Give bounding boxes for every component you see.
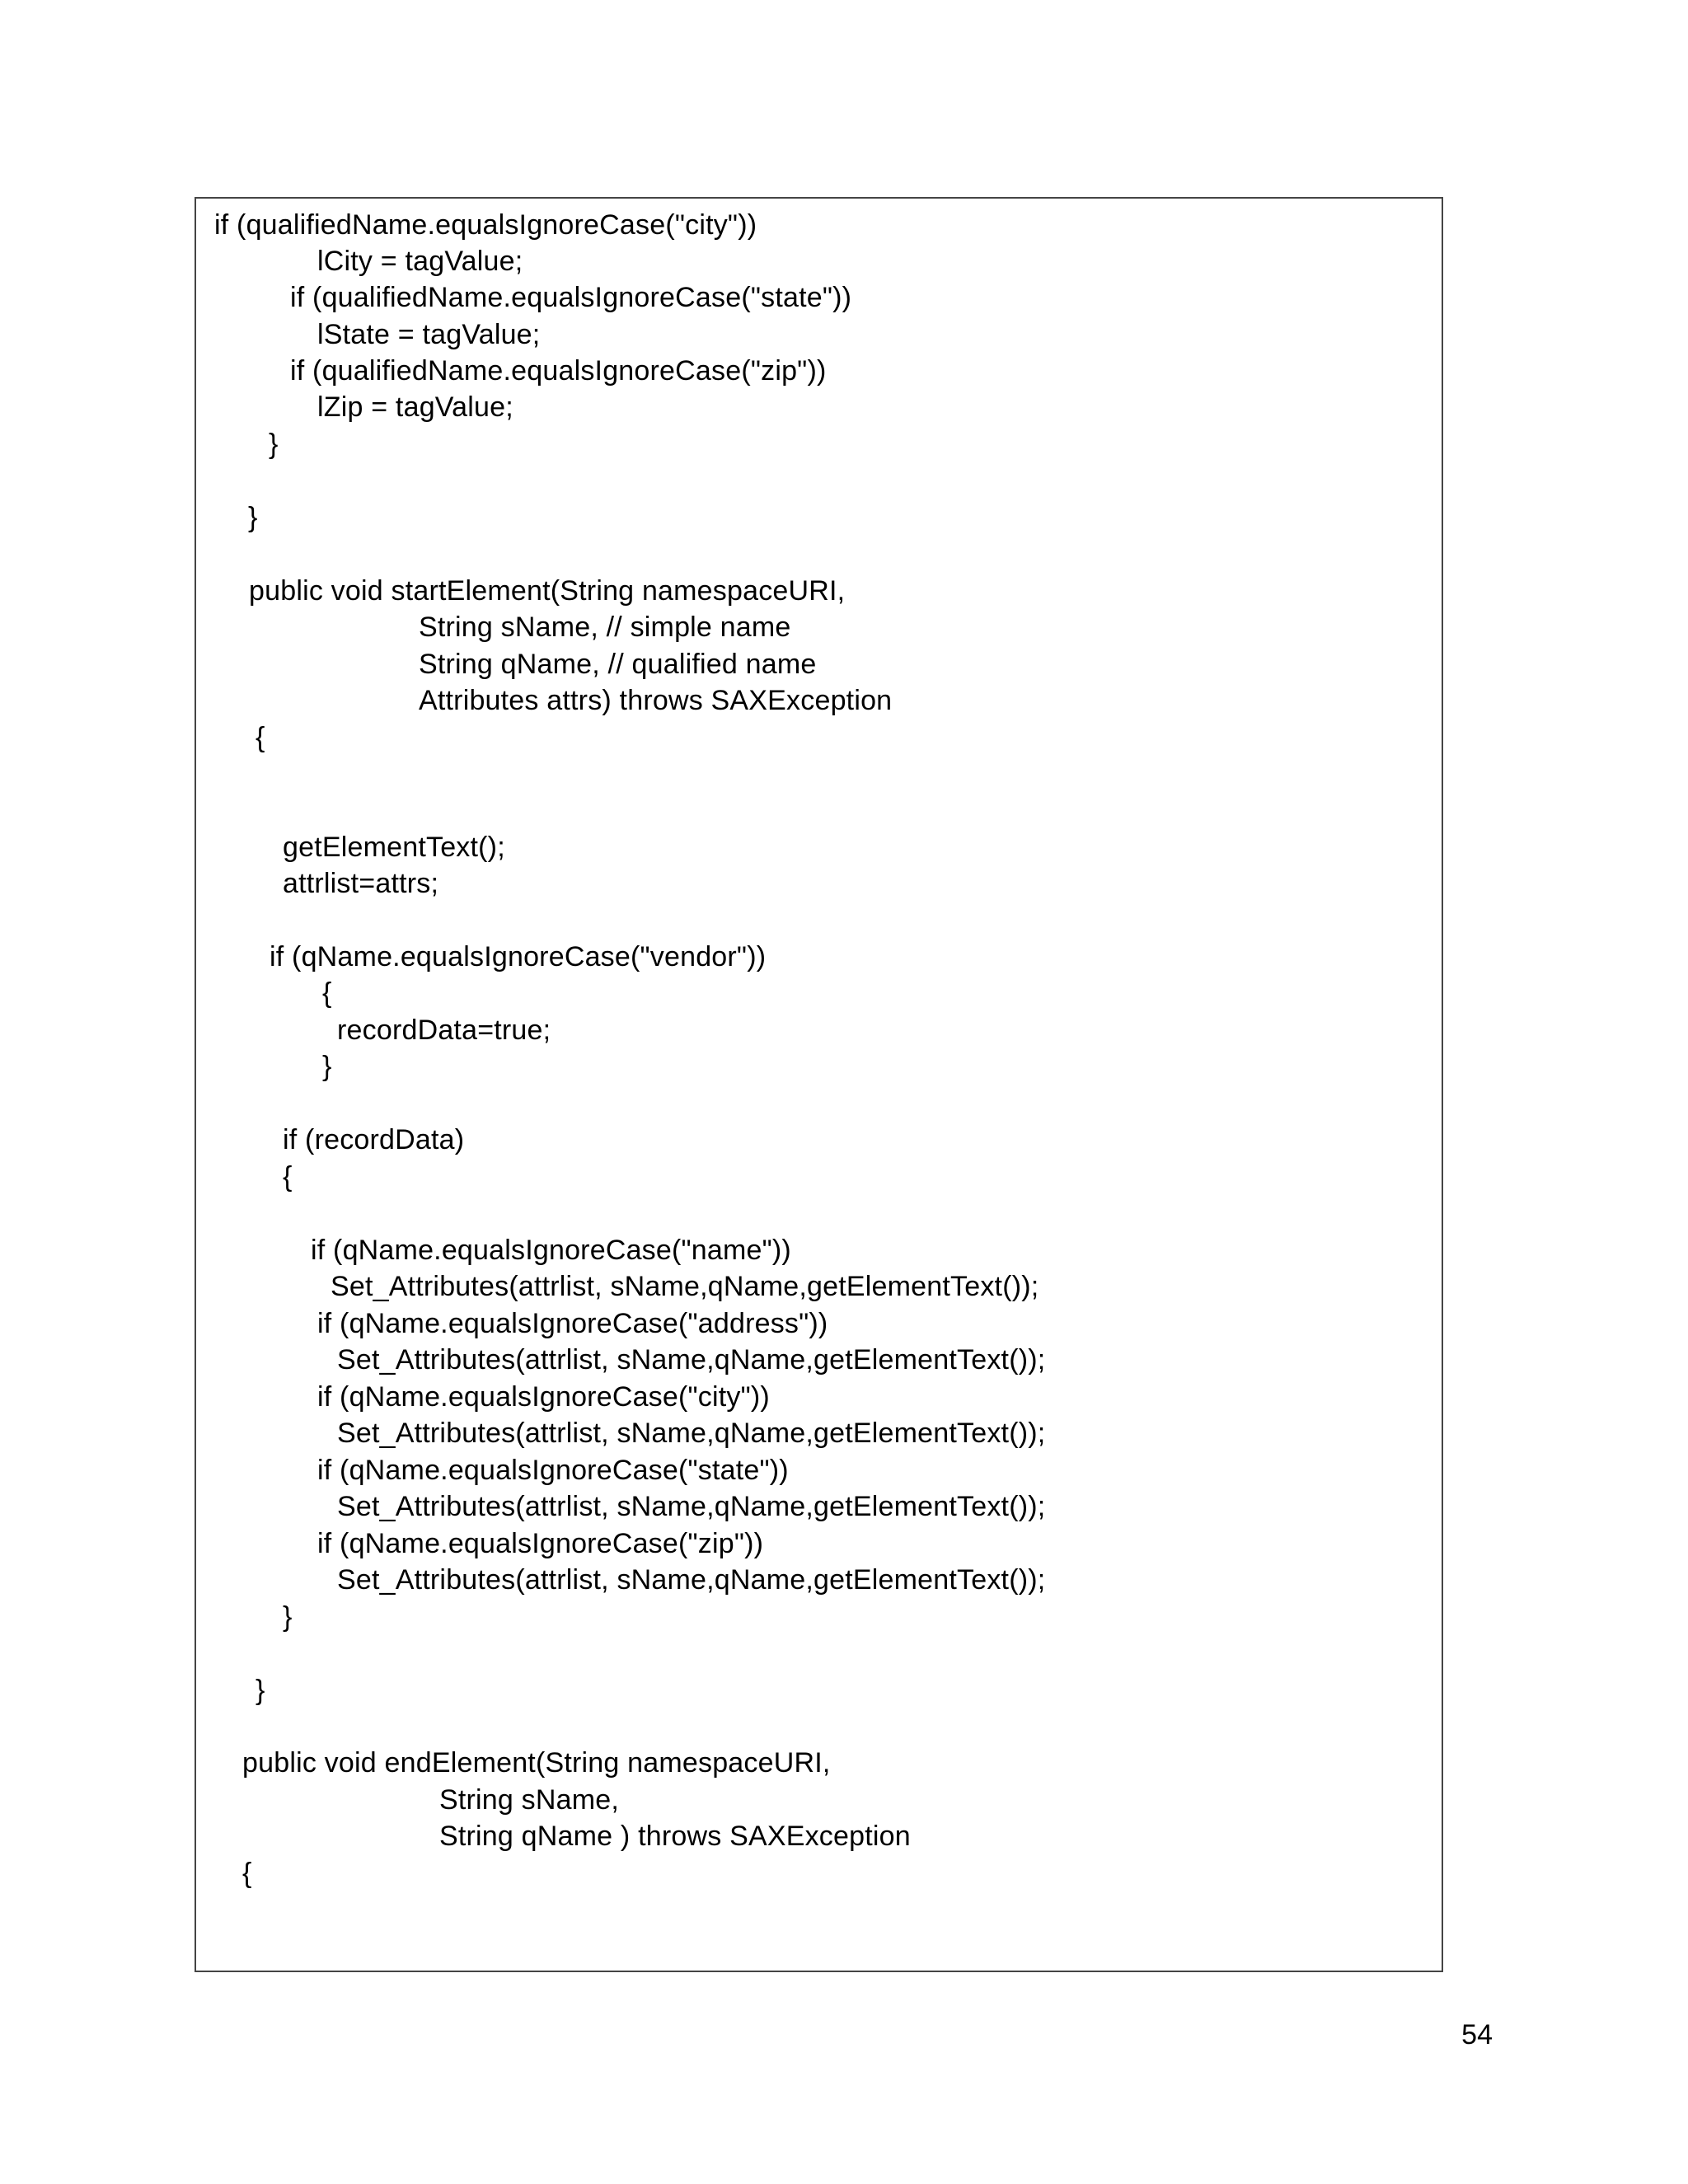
code-line: public void endElement(String namespaceURI, [242, 1747, 831, 1779]
code-line: Set_Attributes(attrlist, sName,qName,getElementText()); [331, 1271, 1039, 1302]
code-line: if (qName.equalsIgnoreCase("name")) [311, 1235, 791, 1266]
code-line: Set_Attributes(attrlist, sName,qName,getElementText()); [337, 1491, 1046, 1522]
code-line: } [322, 1051, 332, 1082]
code-line: if (qName.equalsIgnoreCase("vendor")) [270, 941, 767, 972]
code-line: attrlist=attrs; [283, 868, 439, 899]
code-line: String qName, // qualified name [419, 649, 817, 680]
code-line: if (qName.equalsIgnoreCase("city")) [317, 1381, 770, 1413]
code-line: } [283, 1601, 293, 1633]
code-line: String qName ) throws SAXException [439, 1821, 911, 1852]
code-line: recordData=true; [337, 1015, 551, 1046]
code-line: if (qualifiedName.equalsIgnoreCase("city")) [214, 209, 757, 241]
code-line: if (qName.equalsIgnoreCase("address")) [317, 1308, 828, 1339]
code-listing-box [195, 197, 1443, 1972]
code-line: String sName, [439, 1784, 620, 1816]
code-line: Set_Attributes(attrlist, sName,qName,getElementText()); [337, 1564, 1046, 1596]
page-number: 54 [1461, 2019, 1493, 2050]
code-line: { [322, 977, 332, 1009]
code-line: { [256, 722, 265, 753]
code-line: } [248, 502, 258, 533]
code-line: if (qName.equalsIgnoreCase("zip")) [317, 1528, 764, 1559]
code-line: if (recordData) [283, 1124, 465, 1155]
code-line: if (qualifiedName.equalsIgnoreCase("zip")) [290, 355, 827, 387]
code-line: lZip = tagValue; [317, 391, 513, 423]
code-line: Set_Attributes(attrlist, sName,qName,getElementText()); [337, 1418, 1046, 1449]
code-line: getElementText(); [283, 832, 505, 863]
code-line: { [242, 1858, 252, 1889]
code-line: String sName, // simple name [419, 612, 791, 643]
code-line: } [256, 1675, 265, 1706]
code-line: if (qualifiedName.equalsIgnoreCase("state")) [290, 282, 852, 313]
code-line: { [283, 1161, 293, 1193]
code-line: Set_Attributes(attrlist, sName,qName,getElementText()); [337, 1344, 1046, 1376]
code-line: } [269, 429, 279, 460]
code-line: lCity = tagValue; [317, 246, 523, 277]
code-line: lState = tagValue; [317, 319, 541, 350]
code-line: Attributes attrs) throws SAXException [419, 685, 893, 716]
code-line: public void startElement(String namespaceURI, [249, 575, 846, 607]
code-line: if (qName.equalsIgnoreCase("state")) [317, 1455, 789, 1486]
